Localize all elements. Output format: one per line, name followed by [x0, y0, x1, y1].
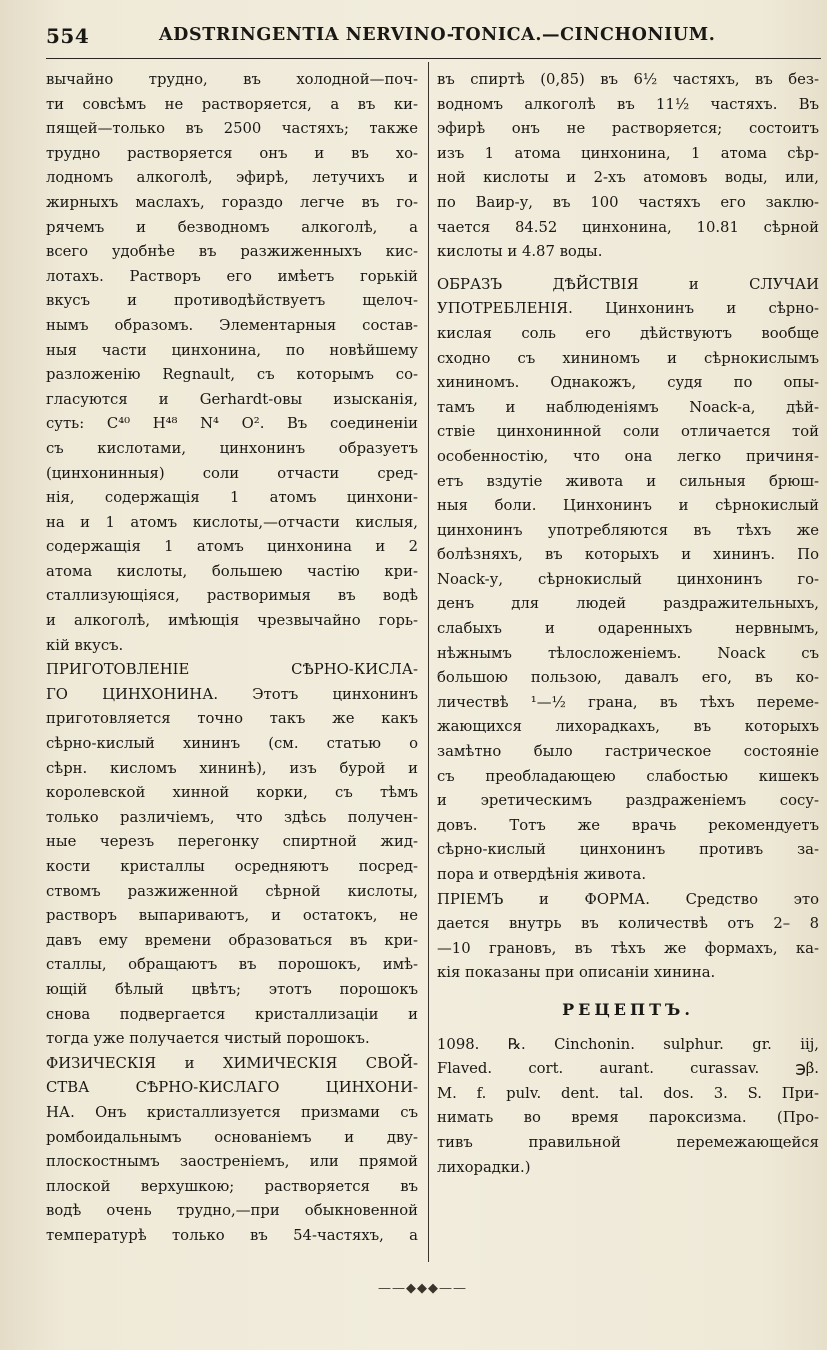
body-text-line: сталлизующіяся, растворимыя въ водѣ [46, 587, 418, 605]
body-text-line: ныя боли. Цинхонинъ и сѣрнокислый [437, 497, 819, 515]
column-divider [428, 62, 429, 1262]
body-text-line: кислоты и 4.87 воды. [437, 243, 603, 261]
body-text-line: содержащія 1 атомъ цинхонина и 2 [46, 538, 418, 556]
recipe-heading: РЕЦЕПТЪ. [562, 999, 694, 1019]
body-text-line: (цинхонинныя) соли отчасти сред- [46, 464, 418, 482]
body-text-line: приготовляется точно такъ же какъ [46, 710, 418, 728]
body-text-line: ромбоидальнымъ основаніемъ и дву- [46, 1128, 418, 1146]
body-text-line: изъ 1 атома цинхонина, 1 атома сѣр- [437, 144, 819, 162]
recipe-line: M. f. pulv. dent. tal. dos. 3. S. При- [437, 1084, 819, 1102]
recipe-line: 1098. ℞. Cinchonin. sulphur. gr. iij, [437, 1035, 819, 1053]
body-text-line: ГО ЦИНХОНИНА. Этотъ цинхонинъ [46, 685, 418, 703]
body-text-line: тогда уже получается чистый порошокъ. [46, 1030, 370, 1048]
recipe-line: нимать во время пароксизма. (Про- [437, 1109, 819, 1127]
body-text-line: съ кислотами, цинхонинъ образуетъ [46, 439, 418, 457]
body-text-line: денъ для людей раздражительныхъ, [437, 595, 819, 613]
paragraph-gap [437, 986, 819, 994]
body-text-line: на и 1 атомъ кислоты,—отчасти кислыя, [46, 513, 418, 531]
body-text-line: ствомъ разжиженной сѣрной кислоты, [46, 882, 418, 900]
body-text-line: НА. Онъ кристаллизуется призмами съ [46, 1103, 418, 1121]
right-column [437, 68, 819, 1180]
body-text-line: чается 84.52 цинхонина, 10.81 сѣрной [437, 218, 819, 236]
body-text-line: трудно растворяется онъ и въ хо- [46, 144, 418, 162]
page-number: 554 [46, 24, 90, 48]
recipe-line: Flaved. cort. aurant. curassav. ℈β. [437, 1060, 819, 1078]
body-text-line: особенностію, что она легко причиня- [437, 447, 819, 465]
body-text-line: и алкоголѣ, имѣющія чрезвычайно горь- [46, 612, 418, 630]
body-text-line: Noack-у, сѣрнокислый цинхонинъ го- [437, 570, 819, 588]
body-text-line: пящей—только въ 2500 частяхъ; также [46, 120, 418, 138]
body-text-line: рячемъ и безводномъ алкоголѣ, а [46, 218, 418, 236]
body-text-line: только различіемъ, что здѣсь получен- [46, 808, 418, 826]
body-text-line: кислая соль его дѣйствуютъ вообще [437, 324, 819, 342]
body-text-line: нѣжнымъ тѣлосложеніемъ. Noack съ [437, 644, 819, 662]
body-text-line: жающихся лихорадкахъ, въ которыхъ [437, 718, 819, 736]
body-text-line: разложенію Regnault, съ которымъ со- [46, 366, 418, 384]
body-text-line: ти совсѣмъ не растворяется, а въ ки- [46, 95, 418, 113]
body-text-line: довъ. Тотъ же врачь рекомендуетъ [437, 816, 819, 834]
body-text-line: ющій бѣлый цвѣтъ; этотъ порошокъ [46, 980, 418, 998]
body-text-line: жирныхъ маслахъ, гораздо легче въ го- [46, 193, 418, 211]
body-text-line: большою пользою, давалъ его, въ ко- [437, 669, 819, 687]
body-text-line: кости кристаллы осредняютъ посред- [46, 858, 418, 875]
body-text-line: плоской верхушкою; растворяется въ [46, 1177, 418, 1195]
body-text-line: —10 грановъ, въ тѣхъ же формахъ, ка- [437, 939, 819, 957]
body-text-line: ныя части цинхонина, по новѣйшему [46, 341, 418, 359]
body-text-line: сѣрн. кисломъ хининѣ), изъ бурой и [46, 759, 418, 777]
body-text-line: дается внутрь въ количествѣ отъ 2– 8 [437, 915, 819, 933]
body-text-line: ные черезъ перегонку спиртной жид- [46, 833, 418, 851]
body-text-line: сходно съ хининомъ и сѣрнокислымъ [437, 349, 819, 367]
body-text-line: УПОТРЕБЛЕНІЯ. Цинхонинъ и сѣрно- [437, 300, 819, 318]
body-text-line: давъ ему времени образоваться въ кри- [46, 931, 418, 949]
body-text-line: кія показаны при описаніи хинина. [437, 964, 716, 982]
body-text-line: замѣтно было гастрическое состояніе [437, 743, 819, 761]
body-text-line: гласуются и Gerhardt-овы изысканія, [46, 390, 418, 408]
recipe-line: тивъ правильной перемежающейся [437, 1133, 819, 1151]
body-text-line: водномъ алкоголѣ въ 11½ частяхъ. Въ [437, 95, 819, 113]
body-text-line: ной кислоты и 2-хъ атомовъ воды, или, [437, 169, 819, 187]
body-text-line: лодномъ алкоголѣ, эфирѣ, летучихъ и [46, 169, 418, 187]
body-text-line: въ спиртѣ (0,85) въ 6½ частяхъ, въ без- [437, 71, 819, 88]
body-text-line: ПРІЕМЪ и ФОРМА. Средство это [437, 890, 819, 908]
body-text-line: съ преобладающею слабостью кишекъ [437, 767, 819, 785]
body-text-line: эфирѣ онъ не растворяется; состоитъ [437, 120, 819, 138]
body-text-line: суть: C⁴⁰ H⁴⁸ N⁴ O². Въ соединеніи [46, 415, 418, 433]
running-title: ADSTRINGENTIA NERVINO-TONICA.—CINCHONIUM. [159, 25, 716, 45]
body-text-line: личествѣ ¹—½ грана, въ тѣхъ переме- [437, 693, 819, 711]
body-text-line: ПРИГОТОВЛЕНІЕ СѢРНО-КИСЛА- [46, 661, 418, 679]
body-text-line: сѣрно-кислый цинхонинъ противъ за- [437, 841, 819, 859]
body-text-line: атома кислоты, большею частію кри- [46, 562, 418, 580]
body-text-line: ФИЗИЧЕСКІЯ и ХИМИЧЕСКІЯ СВОЙ- [46, 1054, 418, 1072]
body-text-line: хининомъ. Однакожъ, судя по опы- [437, 374, 819, 392]
body-text-line: вычайно трудно, въ холодной—поч- [46, 71, 418, 88]
body-text-line: температурѣ только въ 54-частяхъ, а [46, 1226, 418, 1244]
body-text-line: кій вкусъ. [46, 636, 124, 654]
paragraph-gap [437, 265, 819, 273]
body-text-line: слабыхъ и одаренныхъ нервнымъ, [437, 620, 819, 638]
body-text-line: лотахъ. Растворъ его имѣетъ горькій [46, 267, 418, 285]
left-column [46, 68, 418, 1249]
body-text-line: королевской хинной корки, съ тѣмъ [46, 784, 418, 802]
header-rule [46, 58, 821, 59]
recipe-line: лихорадки.) [437, 1158, 531, 1176]
body-text-line: вкусъ и противодѣйствуетъ щелоч- [46, 292, 418, 310]
body-text-line: и эретическимъ раздраженіемъ сосу- [437, 792, 819, 810]
body-text-line: цинхонинъ употребляются въ тѣхъ же [437, 521, 819, 539]
page-header [46, 22, 816, 52]
body-text-line: нымъ образомъ. Элементарныя состав- [46, 316, 418, 334]
body-text-line: всего удобнѣе въ разжиженныхъ кис- [46, 243, 418, 261]
body-text-line: пора и отвердѣнія живота. [437, 866, 647, 883]
body-text-line: по Ваир-у, въ 100 частяхъ его заклю- [437, 193, 819, 211]
body-text-line: сѣрно-кислый хининъ (см. статью о [46, 735, 418, 753]
body-text-line: тамъ и наблюденіямъ Noack-а, дѣй- [437, 398, 819, 416]
body-text-line: болѣзняхъ, въ которыхъ и хининъ. По [437, 546, 819, 564]
body-text-line: етъ вздутіе живота и сильныя брюш- [437, 472, 819, 490]
body-text-line: ОБРАЗЪ ДѢЙСТВІЯ и СЛУЧАИ [437, 275, 819, 293]
body-text-line: снова подвергается кристаллизаціи и [46, 1005, 418, 1023]
body-text-line: нія, содержащія 1 атомъ цинхони- [46, 489, 418, 507]
footer-ornament: ——◆◆◆—— [378, 1281, 467, 1296]
body-text-line: растворъ выпариваютъ, и остатокъ, не [46, 907, 418, 925]
body-text-line: плоскостнымъ заостреніемъ, или прямой [46, 1153, 418, 1171]
body-text-line: водѣ очень трудно,—при обыкновенной [46, 1202, 418, 1220]
body-text-line: сталлы, обращаютъ въ порошокъ, имѣ- [46, 956, 418, 974]
body-text-line: СТВА СѢРНО-КИСЛАГО ЦИНХОНИ- [46, 1079, 418, 1097]
body-text-line: ствіе цинхонинной соли отличается той [437, 423, 819, 441]
